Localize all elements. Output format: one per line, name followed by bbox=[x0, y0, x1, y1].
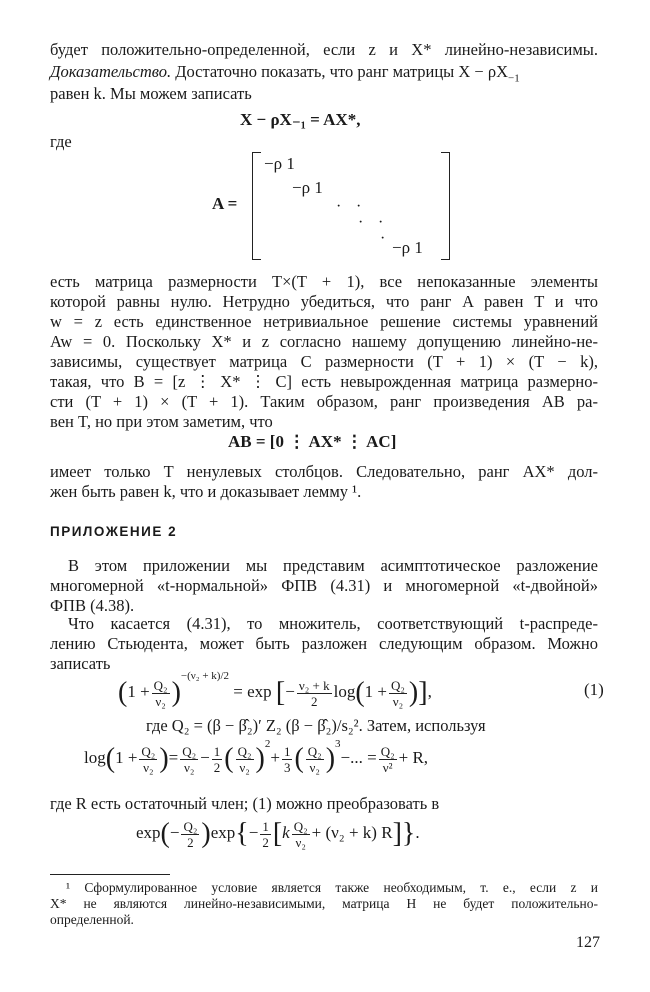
numerator: Q₂ bbox=[293, 818, 308, 834]
text-line: Aw = 0. Поскольку X* и z согласно нашему допущению линейно-не- bbox=[50, 332, 598, 351]
paren: ) bbox=[408, 677, 419, 709]
exponent: 3 bbox=[335, 738, 341, 750]
eq-part: + (ν₂ + k) R bbox=[311, 822, 393, 842]
eq-part: = exp bbox=[233, 682, 272, 701]
denominator: 2 bbox=[187, 834, 194, 850]
eq-part: 1 + bbox=[115, 748, 138, 767]
where-word: где bbox=[50, 132, 72, 151]
proof-label: Доказательство. bbox=[50, 62, 172, 81]
fraction bbox=[379, 744, 397, 775]
left-bracket bbox=[252, 152, 261, 260]
matrix-dot: · bbox=[358, 214, 364, 231]
text-line: записать bbox=[50, 654, 111, 673]
numerator: Q₂ bbox=[153, 677, 168, 693]
denominator: ν² bbox=[382, 759, 393, 775]
fraction bbox=[306, 744, 324, 775]
numerator: 1 bbox=[262, 818, 269, 834]
text-line: В этом приложении мы представим асимптотическое разложение bbox=[68, 556, 598, 575]
numerator: Q₂ bbox=[380, 743, 395, 759]
footnote-line: ¹ Сформулированное условие является также необходимым, т. е., если z и bbox=[66, 880, 598, 895]
text-line: сти (T + 1) × (T + 1). Таким образом, ранг произведения AB ра- bbox=[50, 392, 598, 411]
matrix-dot: · bbox=[380, 230, 386, 247]
denominator: 2 bbox=[262, 834, 269, 850]
eq-part: exp bbox=[210, 822, 236, 842]
fraction bbox=[282, 744, 293, 775]
matrix-row: −ρ 1 bbox=[292, 178, 323, 197]
numerator: Q₂ bbox=[237, 743, 252, 759]
fraction bbox=[297, 678, 332, 709]
denominator: 2 bbox=[213, 759, 221, 775]
text-line: которой равны нулю. Нетрудно убедиться, что ранг A равен T и что bbox=[50, 292, 598, 311]
text-line: где Q₂ = (β − β̂₂)′ Z₂ (β − β̂₂)/s₂². Затем, используя bbox=[146, 716, 486, 735]
eq-part: 1 + bbox=[127, 682, 150, 701]
eq-part: + R, bbox=[398, 748, 429, 767]
fraction bbox=[180, 744, 198, 775]
bracket: [ bbox=[275, 677, 286, 709]
denominator: ν₂ bbox=[309, 759, 320, 775]
text-line: лению Стьюдента, может быть разложен следующим образом. Можно bbox=[50, 634, 598, 653]
equation-2: AB = [0 ⋮ AX* ⋮ AC] bbox=[228, 432, 397, 451]
fraction bbox=[389, 678, 407, 709]
equation-4: log(1 + $\frac{\text{Q₂}}{\text{ν₂}}$ )= $\frac{\text{Q₂}}{\text{ν₂}}$ − $\frac{1}{2}$ ( $\frac{\text{Q₂}}{\text{ν₂}}$ )$^2$+ $\frac{1}{3}$ ( $\frac{\text{Q₂}}{\text{ν₂}}$ )$^3$−... = $\frac{\text{Q₂}}{\text{ν²}}$ + R, bbox=[84, 738, 429, 775]
paren: ( bbox=[118, 677, 128, 709]
brace: { bbox=[235, 818, 249, 849]
eq-part: exp bbox=[136, 822, 161, 842]
denominator: 2 bbox=[310, 693, 318, 709]
fraction bbox=[152, 678, 170, 709]
footnote-rule bbox=[50, 874, 170, 875]
eq-part: k bbox=[282, 822, 290, 842]
eq-part: log bbox=[84, 748, 106, 767]
matrix-row: −ρ 1 bbox=[264, 154, 295, 173]
matrix-row: −ρ 1 bbox=[392, 238, 423, 257]
matrix-label: A = bbox=[212, 194, 238, 213]
numerator: 1 bbox=[213, 743, 221, 759]
exponent: 2 bbox=[264, 738, 271, 750]
denominator: ν₂ bbox=[392, 693, 404, 709]
matrix-dot: · bbox=[336, 198, 342, 215]
text-span: Достаточно показать, что ранг матрицы X − ρX bbox=[171, 62, 508, 81]
fraction bbox=[260, 819, 271, 850]
fraction bbox=[236, 744, 254, 775]
denominator: ν₂ bbox=[239, 759, 250, 775]
paren: ( bbox=[355, 677, 365, 709]
denominator: ν₂ bbox=[155, 693, 166, 709]
equation-3: (1 + $\frac{\text{Q₂}}{\text{ν₂}}$ )$^{-(\nu_2 + k)/2}$ = exp [− $\frac{\text{ν₂ + k}}{2}$ log(1 + $\frac{\text{Q₂}}{\text{ν₂}}$ )], bbox=[118, 670, 432, 709]
section-heading: ПРИЛОЖЕНИЕ 2 bbox=[50, 524, 178, 539]
equation-number: (1) bbox=[584, 680, 604, 699]
exponent: −(ν₂ + k)/2 bbox=[180, 670, 230, 682]
eq-part: 1 + bbox=[364, 682, 387, 701]
text-line: где R есть остаточный член; (1) можно преобразовать в bbox=[50, 794, 440, 813]
fraction bbox=[139, 744, 157, 775]
text-line: будет положительно-определенной, если z и X* линейно-независимы. bbox=[50, 40, 598, 59]
denominator: ν₂ bbox=[295, 834, 306, 850]
numerator: Q₂ bbox=[141, 743, 156, 759]
text-line: Что касается (4.31), то множитель, соответствующий t-распреде- bbox=[68, 614, 598, 633]
numerator: Q₂ bbox=[182, 743, 197, 759]
bracket: ] bbox=[392, 818, 402, 849]
paren: ( bbox=[160, 818, 170, 849]
paren: ) bbox=[325, 743, 336, 775]
text-line: вен T, но при этом заметим, что bbox=[50, 412, 273, 431]
fraction bbox=[292, 819, 310, 850]
numerator: 1 bbox=[283, 743, 291, 759]
numerator: Q₂ bbox=[183, 818, 198, 834]
denominator: ν₂ bbox=[184, 759, 195, 775]
equation-1: X − ρX₋₁ = AX*, bbox=[240, 110, 361, 129]
matrix-dot: · bbox=[356, 198, 362, 215]
paren: ( bbox=[224, 743, 234, 775]
text-line: многомерной «t-нормальной» ФПВ (4.31) и многомерной «t-двойной» bbox=[50, 576, 598, 595]
paren: ) bbox=[255, 743, 265, 775]
text-line: зависимы, существует матрица C размерности (T + 1) × (T − k), bbox=[50, 352, 598, 371]
numerator: ν₂ + k bbox=[298, 677, 330, 693]
footnote-line: определенной. bbox=[50, 912, 134, 927]
paren: ( bbox=[105, 743, 116, 775]
text-line: равен k. Мы можем записать bbox=[50, 84, 252, 103]
paren: ) bbox=[201, 818, 211, 849]
text-line: имеет только T ненулевых столбцов. Следовательно, ранг AX* дол- bbox=[50, 462, 598, 481]
numerator: Q₂ bbox=[391, 677, 405, 693]
bracket: ] bbox=[418, 677, 428, 709]
text-line: ФПВ (4.38). bbox=[50, 596, 135, 615]
text-line: жен быть равен k, что и доказывает лемму ¹. bbox=[50, 482, 362, 501]
matrix-dot: · bbox=[378, 214, 384, 231]
fraction bbox=[181, 819, 199, 850]
footnote-line: X* не являются линейно-независимыми, матрица H не будет положительно- bbox=[50, 896, 598, 911]
paren: ) bbox=[159, 743, 169, 775]
bracket: [ bbox=[272, 818, 283, 849]
matrix-a bbox=[252, 152, 450, 260]
denominator: 3 bbox=[283, 759, 291, 775]
text-line: такая, что B = [z ⋮ X* ⋮ C] есть невырожденная матрица размерно- bbox=[50, 372, 598, 391]
eq-part: log bbox=[333, 682, 356, 701]
numerator: Q₂ bbox=[307, 743, 322, 759]
page-number: 127 bbox=[576, 934, 600, 951]
text-line: есть матрица размерности T×(T + 1), все непоказанные элементы bbox=[50, 272, 598, 291]
text-line: w = z есть единственное нетривиальное решение системы уравнений bbox=[50, 312, 598, 331]
right-bracket bbox=[441, 152, 450, 260]
paren: ( bbox=[294, 743, 304, 775]
equation-5: exp(− $\frac{\text{Q₂}}{2}$ )exp{− $\frac{1}{2}$ [k $\frac{\text{Q₂}}{\text{ν₂}}$ + (ν₂ + k) R]}. bbox=[136, 818, 420, 850]
fraction bbox=[212, 744, 223, 775]
paren: ) bbox=[171, 677, 181, 709]
denominator: ν₂ bbox=[143, 759, 154, 775]
subscript: −1 bbox=[508, 72, 520, 85]
eq-part: −... = bbox=[340, 748, 377, 767]
brace: } bbox=[401, 818, 416, 849]
